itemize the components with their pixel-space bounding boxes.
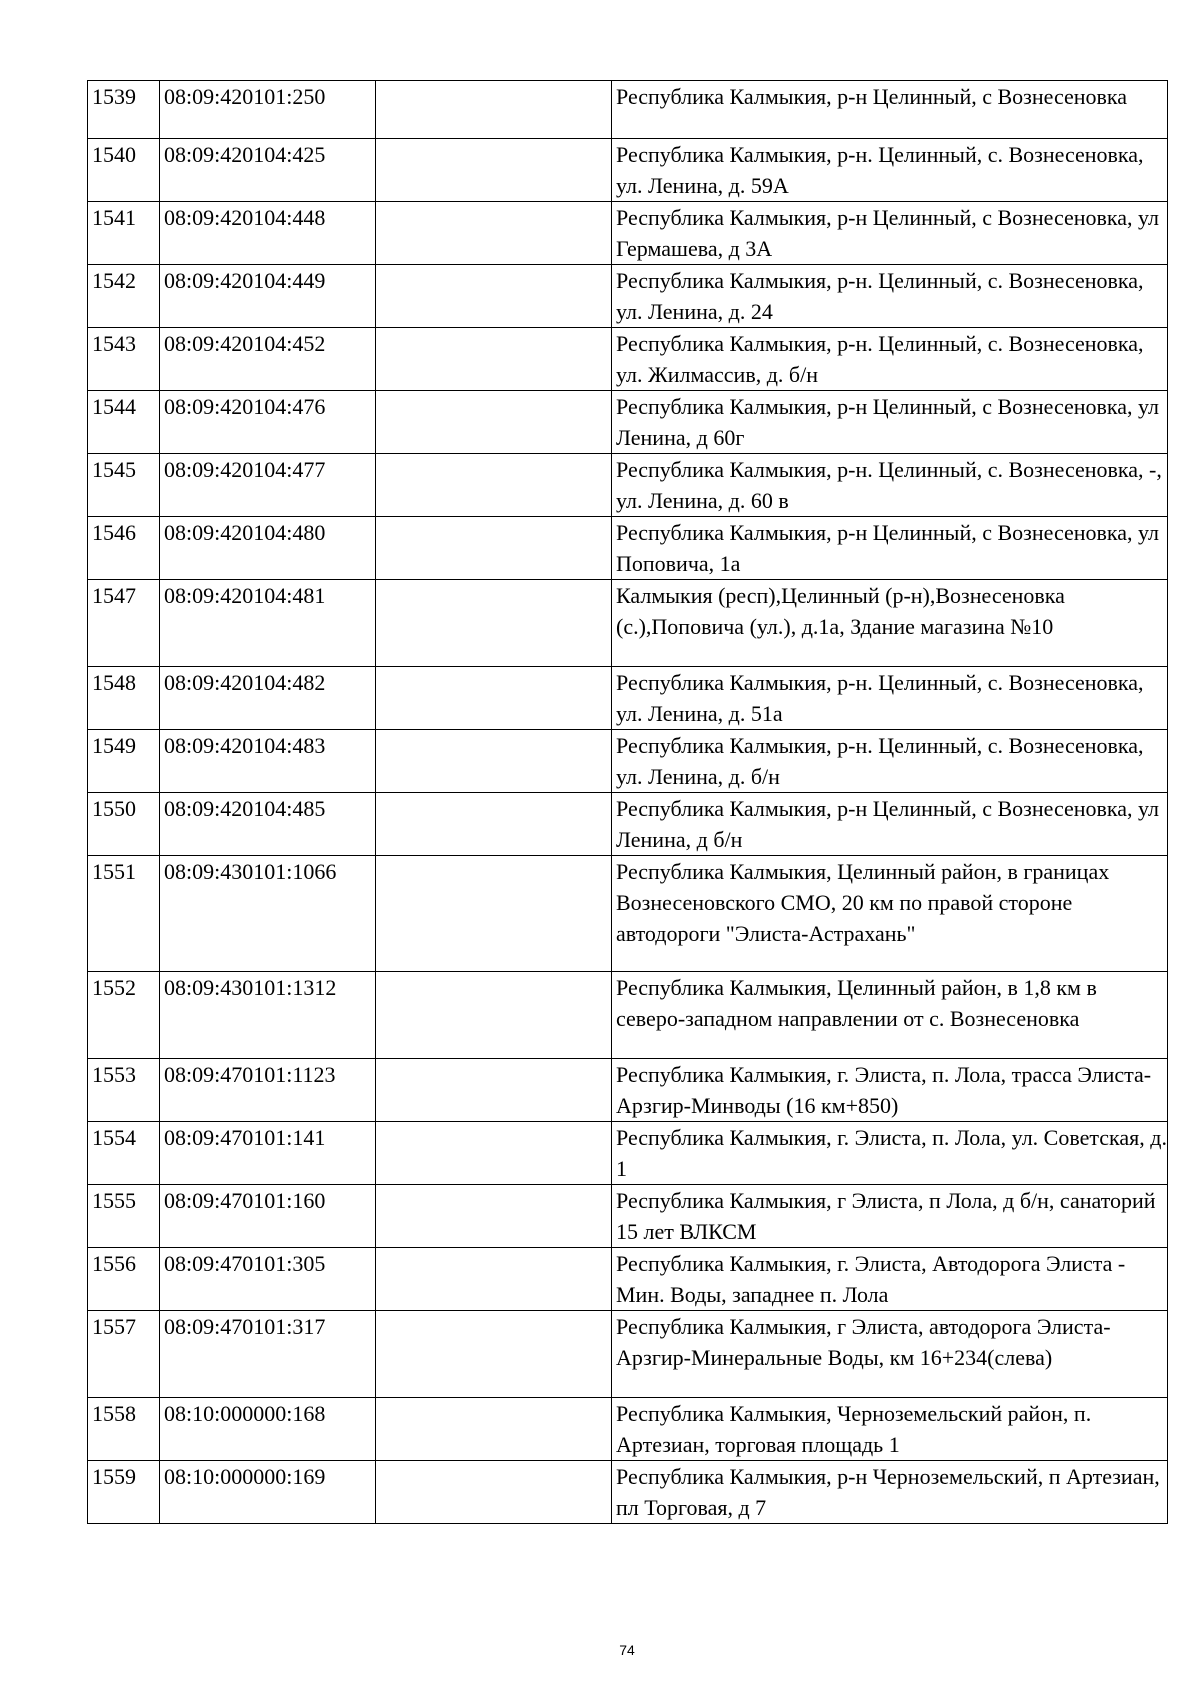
empty-cell [376,81,612,139]
table-row [88,454,1168,517]
cadastral-number-cell: 08:10:000000:168 [160,1398,376,1461]
empty-cell [376,391,612,454]
address-cell: Республика Калмыкия, р-н. Целинный, с. Вознесеновка, -, ул. Ленина, д. 60 в [612,454,1168,517]
table-row [88,793,1168,856]
empty-cell [376,856,612,972]
address-cell: Республика Калмыкия, Черноземельский район, п. Артезиан, торговая площадь 1 [612,1398,1168,1461]
empty-cell [376,328,612,391]
row-number-cell: 1549 [88,730,160,793]
row-number-cell: 1552 [88,972,160,1059]
empty-cell [376,454,612,517]
empty-cell [376,265,612,328]
cadastral-number-cell: 08:09:420104:485 [160,793,376,856]
address-cell: Республика Калмыкия, р-н. Целинный, с. Вознесеновка, ул. Ленина, д. 59А [612,139,1168,202]
row-number-cell: 1550 [88,793,160,856]
row-number-cell: 1556 [88,1248,160,1311]
row-number-cell: 1551 [88,856,160,972]
address-cell: Республика Калмыкия, р-н. Целинный, с. Вознесеновка, ул. Ленина, д. б/н [612,730,1168,793]
cadastral-number-cell: 08:09:420104:425 [160,139,376,202]
table-row [88,1311,1168,1398]
cadastral-number-cell: 08:09:420104:452 [160,328,376,391]
row-number-cell: 1553 [88,1059,160,1122]
row-number-cell: 1558 [88,1398,160,1461]
empty-cell [376,667,612,730]
cadastral-number-cell: 08:09:430101:1066 [160,856,376,972]
cadastral-number-cell: 08:09:430101:1312 [160,972,376,1059]
empty-cell [376,972,612,1059]
table-row [88,667,1168,730]
table-row [88,139,1168,202]
cadastral-number-cell: 08:09:470101:160 [160,1185,376,1248]
table-row [88,1122,1168,1185]
empty-cell [376,793,612,856]
empty-cell [376,730,612,793]
row-number-cell: 1559 [88,1461,160,1524]
cadastral-number-cell: 08:09:420104:449 [160,265,376,328]
table-row [88,1398,1168,1461]
row-number-cell: 1545 [88,454,160,517]
address-cell: Республика Калмыкия, Целинный район, в границах Вознесеновского СМО, 20 км по правой стороне автодороги "Элиста-Астрахань" [612,856,1168,972]
address-cell: Республика Калмыкия, г. Элиста, п. Лола, ул. Советская, д. 1 [612,1122,1168,1185]
address-cell: Калмыкия (респ),Целинный (р-н),Вознесеновка (с.),Поповича (ул.), д.1а, Здание магазина №10 [612,580,1168,667]
row-number-cell: 1548 [88,667,160,730]
cadastral-number-cell: 08:09:420104:448 [160,202,376,265]
row-number-cell: 1539 [88,81,160,139]
table-row [88,202,1168,265]
empty-cell [376,1122,612,1185]
cadastral-number-cell: 08:09:420104:480 [160,517,376,580]
address-cell: Республика Калмыкия, г Элиста, п Лола, д б/н, санаторий 15 лет ВЛКСМ [612,1185,1168,1248]
empty-cell [376,1461,612,1524]
address-cell: Республика Калмыкия, р-н Целинный, с Вознесеновка, ул Ленина, д 60г [612,391,1168,454]
address-cell: Республика Калмыкия, р-н Целинный, с Вознесеновка, ул Ленина, д б/н [612,793,1168,856]
table-row [88,1248,1168,1311]
table-row [88,328,1168,391]
table-row [88,265,1168,328]
cadastral-number-cell: 08:09:420104:481 [160,580,376,667]
cadastral-number-cell: 08:09:470101:1123 [160,1059,376,1122]
table-row [88,856,1168,972]
table-row [88,1461,1168,1524]
empty-cell [376,1311,612,1398]
row-number-cell: 1557 [88,1311,160,1398]
row-number-cell: 1540 [88,139,160,202]
empty-cell [376,1185,612,1248]
address-cell: Республика Калмыкия, р-н. Целинный, с. Вознесеновка, ул. Ленина, д. 51а [612,667,1168,730]
cadastral-number-cell: 08:09:470101:317 [160,1311,376,1398]
address-cell: Республика Калмыкия, Целинный район, в 1,8 км в северо-западном направлении от с. Вознесеновка [612,972,1168,1059]
row-number-cell: 1555 [88,1185,160,1248]
row-number-cell: 1543 [88,328,160,391]
table-row [88,391,1168,454]
cadastral-number-cell: 08:09:420104:483 [160,730,376,793]
row-number-cell: 1541 [88,202,160,265]
table-row [88,81,1168,139]
row-number-cell: 1546 [88,517,160,580]
empty-cell [376,580,612,667]
row-number-cell: 1542 [88,265,160,328]
cadastral-number-cell: 08:09:420104:477 [160,454,376,517]
address-cell: Республика Калмыкия, р-н. Целинный, с. Вознесеновка, ул. Жилмассив, д. б/н [612,328,1168,391]
address-cell: Республика Калмыкия, р-н Целинный, с Вознесеновка [612,81,1168,139]
table-row [88,1185,1168,1248]
address-cell: Республика Калмыкия, г. Элиста, Автодорога Элиста - Мин. Воды, западнее п. Лола [612,1248,1168,1311]
registry-table-body [88,81,1168,1524]
registry-table [87,80,1168,1524]
table-row [88,972,1168,1059]
address-cell: Республика Калмыкия, г. Элиста, п. Лола, трасса Элиста-Арзгир-Минводы (16 км+850) [612,1059,1168,1122]
table-row [88,580,1168,667]
cadastral-number-cell: 08:09:470101:305 [160,1248,376,1311]
cadastral-number-cell: 08:10:000000:169 [160,1461,376,1524]
address-cell: Республика Калмыкия, г Элиста, автодорога Элиста-Арзгир-Минеральные Воды, км 16+234(слева) [612,1311,1168,1398]
cadastral-number-cell: 08:09:420104:482 [160,667,376,730]
table-row [88,1059,1168,1122]
empty-cell [376,139,612,202]
empty-cell [376,202,612,265]
cadastral-number-cell: 08:09:470101:141 [160,1122,376,1185]
empty-cell [376,1398,612,1461]
table-row [88,517,1168,580]
address-cell: Республика Калмыкия, р-н Целинный, с Вознесеновка, ул Гермашева, д 3А [612,202,1168,265]
address-cell: Республика Калмыкия, р-н Черноземельский, п Артезиан, пл Торговая, д 7 [612,1461,1168,1524]
address-cell: Республика Калмыкия, р-н. Целинный, с. Вознесеновка, ул. Ленина, д. 24 [612,265,1168,328]
row-number-cell: 1554 [88,1122,160,1185]
row-number-cell: 1544 [88,391,160,454]
empty-cell [376,517,612,580]
empty-cell [376,1059,612,1122]
cadastral-number-cell: 08:09:420104:476 [160,391,376,454]
cadastral-number-cell: 08:09:420101:250 [160,81,376,139]
empty-cell [376,1248,612,1311]
table-row [88,730,1168,793]
page-number: 74 [619,1642,635,1658]
address-cell: Республика Калмыкия, р-н Целинный, с Вознесеновка, ул Поповича, 1а [612,517,1168,580]
row-number-cell: 1547 [88,580,160,667]
